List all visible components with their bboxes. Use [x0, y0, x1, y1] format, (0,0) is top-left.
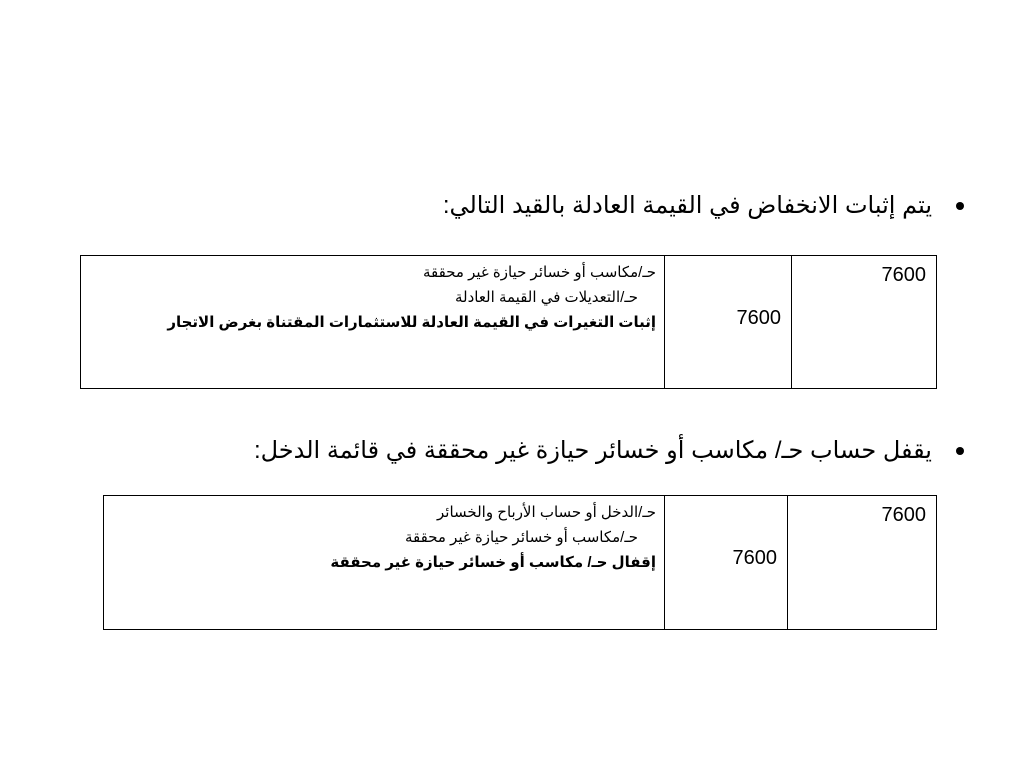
- credit-account: حـ/مكاسب أو خسائر حيازة غير محققة: [405, 529, 638, 546]
- credit-amount: 7600: [732, 547, 777, 569]
- credit-account: حـ/التعديلات في القيمة العادلة: [454, 289, 638, 306]
- journal-entry-table-2: [103, 495, 937, 630]
- bullet-text-1: يتم إثبات الانخفاض في القيمة العادلة بالقيد التالي:: [442, 192, 932, 219]
- debit-amount-cell: [792, 256, 937, 389]
- debit-account: حـ/الدخل أو حساب الأرباح والخسائر: [437, 504, 656, 521]
- journal-entry-table-1: [80, 255, 937, 389]
- entry-explanation: إقفال حـ/ مكاسب أو خسائر حيازة غير محققة: [330, 554, 656, 571]
- bullet-dot-icon: [956, 447, 964, 455]
- credit-amount-cell: [665, 256, 792, 389]
- entry-description-cell: [104, 496, 665, 630]
- credit-amount: 7600: [736, 306, 781, 329]
- journal-entry-row: [104, 496, 937, 630]
- debit-amount-cell: [788, 496, 937, 630]
- credit-amount-cell: [665, 496, 788, 630]
- journal-entry-row: [81, 256, 937, 389]
- debit-amount: 7600: [881, 264, 926, 286]
- bullet-text-2: يقفل حساب حـ/ مكاسب أو خسائر حيازة غير محققة في قائمة الدخل:: [253, 437, 932, 464]
- entry-explanation: إثبات التغيرات في القيمة العادلة للاستثمارات المقتناة بغرض الاتجار: [167, 314, 656, 331]
- bullet-dot-icon: [956, 202, 964, 210]
- bullet-item-2: [254, 435, 964, 467]
- entry-description-cell: [81, 256, 665, 389]
- bullet-item-1: [443, 190, 964, 222]
- debit-amount: 7600: [881, 504, 926, 526]
- debit-account: حـ/مكاسب أو خسائر حيازة غير محققة: [423, 264, 656, 281]
